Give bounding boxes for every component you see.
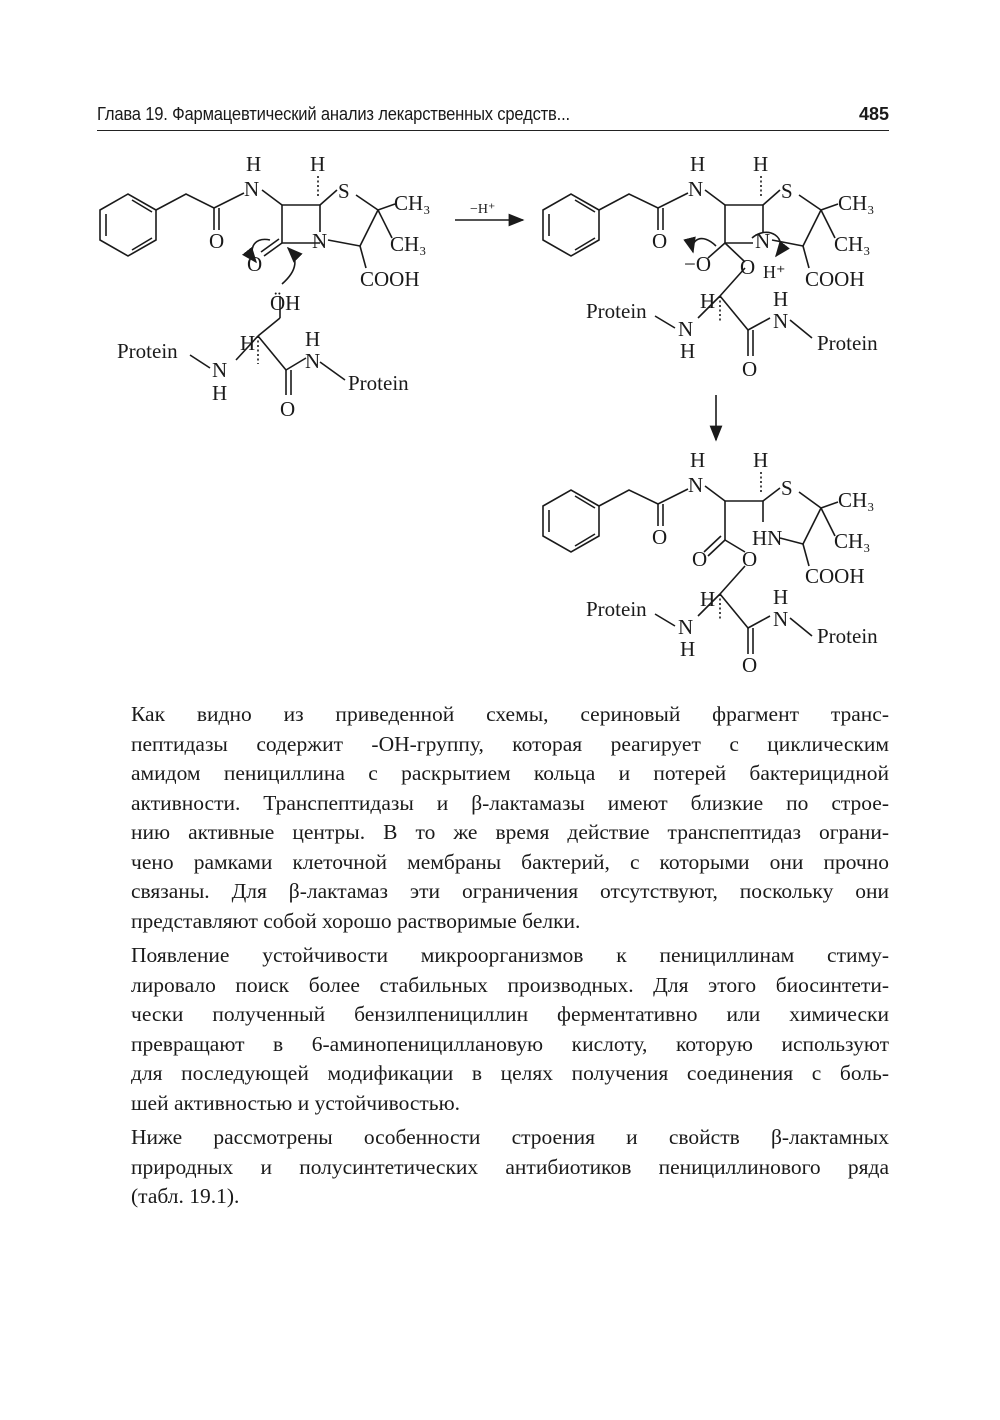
- atom-label: COOH: [805, 564, 865, 588]
- atom-label: N: [688, 473, 704, 497]
- atom-label: O: [280, 397, 296, 421]
- atom-label: H⁺: [763, 262, 786, 282]
- atom-label: N: [212, 358, 228, 382]
- atom-label: CH₃: [838, 191, 875, 215]
- atom-label: N: [305, 349, 321, 373]
- atom-label: O: [247, 252, 263, 276]
- atom-label: Protein: [586, 597, 647, 621]
- page-number: 485: [858, 104, 889, 124]
- atom-label: O: [652, 229, 668, 253]
- atom-label: H: [700, 289, 716, 313]
- paragraph: [97, 700, 889, 936]
- text-line: для последующей модификации в целях получения соединения с боль-: [131, 1061, 889, 1085]
- reaction-scheme: [0, 0, 1000, 690]
- text-line: нию активные центры. В то же время действие транспептидаз ограни-: [131, 820, 889, 844]
- atom-label: Protein: [348, 371, 409, 395]
- atom-label: COOH: [360, 267, 420, 291]
- text-line: шей активностью и устойчивостью.: [131, 1090, 461, 1115]
- atom-label: N: [678, 317, 694, 341]
- text-line: чески полученный бензилпенициллин ферментативно или химически: [131, 1002, 889, 1026]
- atom-label: H: [753, 448, 769, 472]
- atom-label: N: [688, 177, 704, 201]
- atom-label: ÖH: [270, 291, 301, 315]
- atom-label: Protein: [817, 331, 878, 355]
- paragraph: [97, 1123, 889, 1212]
- atom-label: H: [690, 448, 706, 472]
- atom-label: N: [773, 607, 789, 631]
- atom-label: CH₃: [834, 529, 871, 553]
- atom-label: H: [680, 637, 696, 661]
- atom-label: H: [753, 152, 769, 176]
- text-line: лировало поиск более стабильных производных. Для этого биосинтети-: [131, 972, 889, 997]
- text-line: амидом пенициллина с раскрытием кольца и потерей бактерицидной: [131, 761, 889, 785]
- atom-label: H: [240, 331, 256, 355]
- atom-label: O: [209, 229, 225, 253]
- atom-label: N: [773, 309, 789, 333]
- text-line: Как видно из приведенной схемы, сериновый фрагмент транс-: [131, 702, 889, 726]
- text-line: Ниже рассмотрены особенности строения и свойств β-лактамных: [131, 1125, 889, 1149]
- text-line: активности. Транспептидазы и β-лактамазы имеют близкие по строе-: [131, 790, 889, 815]
- body-text: [97, 700, 889, 1217]
- arrow-label: −H⁺: [470, 202, 496, 217]
- atom-label: O: [652, 525, 668, 549]
- atom-label: CH₃: [390, 232, 427, 256]
- atom-label: N: [678, 615, 694, 639]
- text-line: представляют собой хорошо растворимые белки.: [131, 908, 581, 933]
- atom-label: N: [755, 229, 771, 253]
- atom-label: O: [742, 653, 758, 677]
- atom-label: Protein: [117, 339, 178, 363]
- atom-label: H: [773, 585, 789, 609]
- atom-label: O: [692, 547, 708, 571]
- atom-label: HN: [752, 526, 783, 550]
- atom-label: H: [690, 152, 706, 176]
- chapter-title: Глава 19. Фармацевтический анализ лекарственных средств...: [97, 104, 570, 124]
- atom-label: H: [305, 327, 321, 351]
- atom-label: COOH: [805, 267, 865, 291]
- atom-label: Protein: [586, 299, 647, 323]
- atom-label: H: [246, 152, 262, 176]
- text-line: связаны. Для β-лактамаз эти ограничения отсутствуют, поскольку они: [131, 879, 889, 903]
- atom-label: −O: [684, 252, 712, 276]
- text-line: пептидазы содержит -ОН-группу, которая реагирует с циклическим: [131, 731, 889, 756]
- atom-label: CH₃: [394, 191, 431, 215]
- text-line: Появление устойчивости микроорганизмов к пенициллинам стиму-: [131, 943, 889, 967]
- atom-label: N: [244, 177, 260, 201]
- paragraph: [97, 941, 889, 1118]
- text-line: превращают в 6-аминопенициллановую кислоту, которую используют: [131, 1031, 889, 1056]
- text-line: чено рамками клеточной мембраны бактерий, с которыми они прочно: [131, 849, 889, 874]
- text-line: природных и полусинтетических антибиотиков пенициллинового ряда: [131, 1154, 889, 1179]
- atom-label: S: [781, 476, 793, 500]
- atom-label: H: [680, 339, 696, 363]
- atom-label: Protein: [817, 624, 878, 648]
- atom-label: H: [773, 287, 789, 311]
- atom-label: O: [740, 255, 756, 279]
- atom-label: H: [700, 587, 716, 611]
- text-line: (табл. 19.1).: [131, 1184, 240, 1208]
- atom-label: H: [212, 381, 228, 405]
- atom-label: O: [742, 547, 758, 571]
- atom-label: N: [312, 229, 328, 253]
- atom-label: H: [310, 152, 326, 176]
- atom-label: CH₃: [834, 232, 871, 256]
- atom-label: S: [338, 179, 350, 203]
- atom-label: O: [742, 357, 758, 381]
- atom-label: CH₃: [838, 488, 875, 512]
- atom-label: S: [781, 179, 793, 203]
